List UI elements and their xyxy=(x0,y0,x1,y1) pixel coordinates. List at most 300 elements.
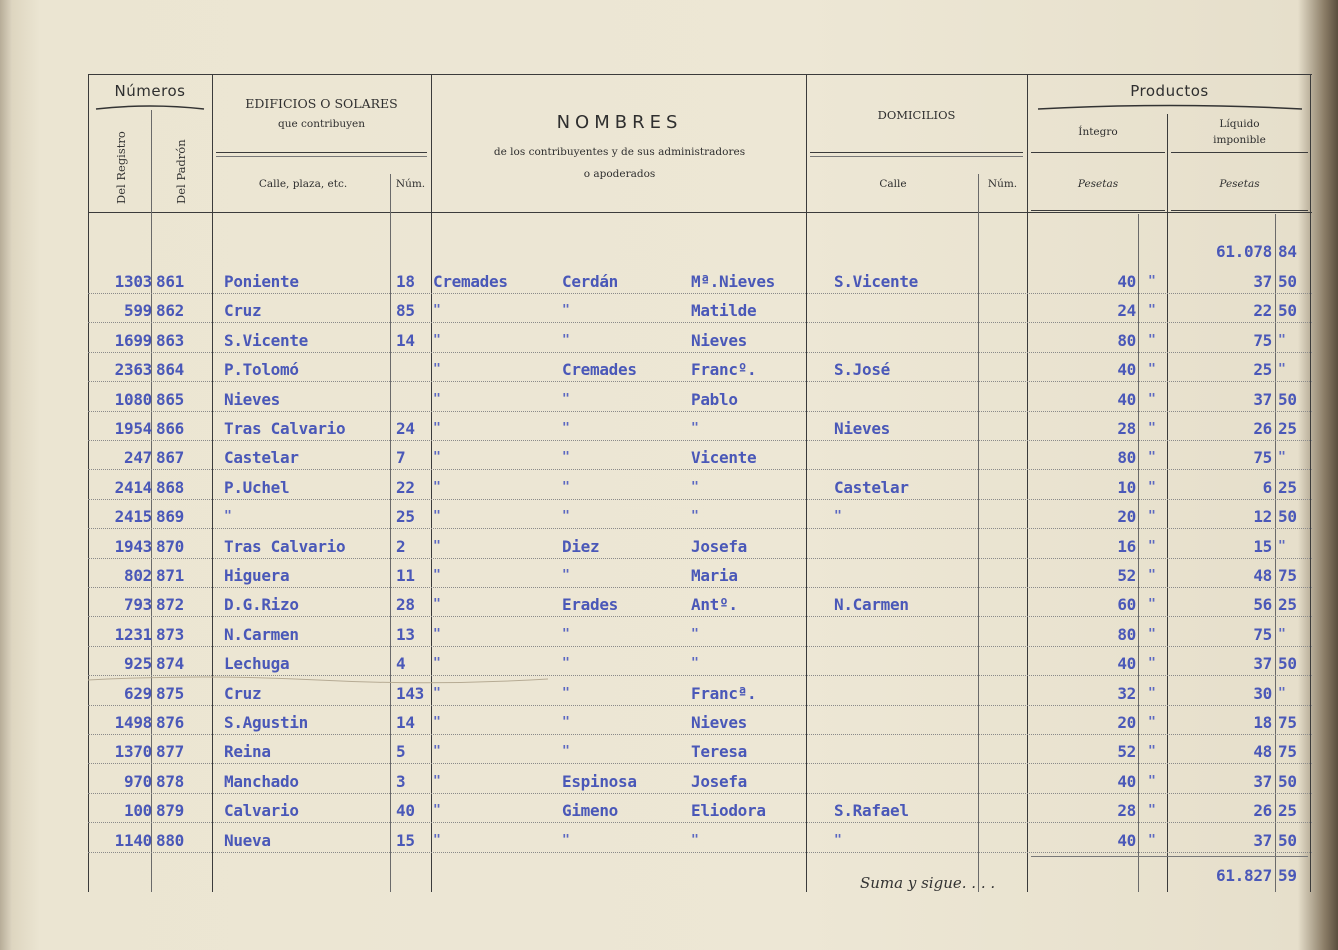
liquido-cents-cell: " xyxy=(1278,362,1286,377)
apellido1-cell: " xyxy=(433,656,441,671)
num-cell: 24 xyxy=(396,419,415,438)
table-row xyxy=(88,738,1312,767)
liquido-bottom-rule xyxy=(1171,210,1308,211)
row-dotted-rule xyxy=(88,440,1312,441)
registro-cell: 1303 xyxy=(114,272,152,291)
row-dotted-rule xyxy=(88,705,1312,706)
nombre-cell: Maria xyxy=(691,566,738,585)
integro-bottom-rule xyxy=(1031,210,1165,211)
nombre-cell: " xyxy=(691,833,699,848)
row-dotted-rule xyxy=(88,558,1312,559)
integro-cell: 28 xyxy=(1117,801,1136,820)
num-cell: 2 xyxy=(396,537,406,556)
integro-cell: 60 xyxy=(1117,595,1136,614)
liquido-cents-cell: 50 xyxy=(1278,272,1297,291)
liquido-cents-cell: 50 xyxy=(1278,507,1297,526)
padron-cell: 870 xyxy=(156,537,184,556)
nombre-cell: " xyxy=(691,627,699,642)
registro-cell: 100 xyxy=(124,801,152,820)
padron-cell: 872 xyxy=(156,595,184,614)
apellido1-cell: " xyxy=(433,450,441,465)
apellido1-cell: " xyxy=(433,303,441,318)
integro-cents-cell: " xyxy=(1148,627,1156,642)
apellido1-cell: " xyxy=(433,392,441,407)
liquido-cents-cell: " xyxy=(1278,450,1286,465)
nombre-cell: " xyxy=(691,480,699,495)
apellido2-cell: " xyxy=(562,833,570,848)
registro-cell: 1954 xyxy=(114,419,152,438)
nombre-cell: Francª. xyxy=(691,684,757,703)
integro-cents-cell: " xyxy=(1148,539,1156,554)
table-row xyxy=(88,386,1312,415)
integro-cell: 40 xyxy=(1117,654,1136,673)
nombre-cell: " xyxy=(691,656,699,671)
table-row xyxy=(88,268,1312,297)
liquido-cents-cell: 50 xyxy=(1278,301,1297,320)
apellido2-cell: " xyxy=(562,392,570,407)
edificios-header: EDIFICIOS O SOLARES xyxy=(245,96,398,111)
padron-cell: 878 xyxy=(156,772,184,791)
header-bottom-border xyxy=(88,212,1312,213)
calle-cell: S.Vicente xyxy=(224,331,308,350)
liquido-cell: 15 xyxy=(1253,537,1272,556)
total-cents: 59 xyxy=(1278,866,1297,885)
integro-cents-cell: " xyxy=(1148,774,1156,789)
calle-cell: Calvario xyxy=(224,801,299,820)
liquido-cell: 22 xyxy=(1253,301,1272,320)
liquido-cell: 75 xyxy=(1253,625,1272,644)
apellido1-cell: " xyxy=(433,539,441,554)
liquido-cents-cell: 50 xyxy=(1278,654,1297,673)
liquido-cell: 18 xyxy=(1253,713,1272,732)
que-contribuyen-header: que contribuyen xyxy=(278,118,365,130)
nombre-cell: Josefa xyxy=(691,537,747,556)
book-binding xyxy=(0,0,12,950)
productos-header: Productos xyxy=(1130,82,1209,100)
liquido-cell: 26 xyxy=(1253,419,1272,438)
carry-forward-pesetas: 61.078 xyxy=(1216,242,1272,261)
table-row xyxy=(88,474,1312,503)
liquido-cell: 37 xyxy=(1253,654,1272,673)
liquido-cell: 75 xyxy=(1253,331,1272,350)
registro-cell: 1498 xyxy=(114,713,152,732)
del-registro-header: Del Registro xyxy=(114,131,128,204)
nombres-subheader-1: de los contribuyentes y de sus administradores xyxy=(493,146,746,158)
calle-cell: Higuera xyxy=(224,566,290,585)
numeros-flourish xyxy=(94,102,206,112)
integro-cell: 16 xyxy=(1117,537,1136,556)
registro-cell: 1080 xyxy=(114,390,152,409)
padron-cell: 875 xyxy=(156,684,184,703)
padron-cell: 865 xyxy=(156,390,184,409)
liquido-cell: 37 xyxy=(1253,831,1272,850)
apellido1-cell: " xyxy=(433,509,441,524)
integro-cell: 52 xyxy=(1117,742,1136,761)
liquido-cell: 25 xyxy=(1253,360,1272,379)
liquido-cell: 75 xyxy=(1253,448,1272,467)
apellido2-cell: " xyxy=(562,450,570,465)
nombres-subheader-2: o apoderados xyxy=(583,168,656,180)
registro-cell: 2414 xyxy=(114,478,152,497)
apellido2-cell: " xyxy=(562,480,570,495)
apellido2-cell: " xyxy=(562,715,570,730)
productos-flourish xyxy=(1036,102,1304,112)
integro-cell: 24 xyxy=(1117,301,1136,320)
integro-cents-cell: " xyxy=(1148,421,1156,436)
apellido2-cell: " xyxy=(562,421,570,436)
liquido-cents-cell: 75 xyxy=(1278,742,1297,761)
apellido2-cell: Erades xyxy=(562,595,618,614)
table-row xyxy=(88,562,1312,591)
table-row xyxy=(88,327,1312,356)
liquido-cents-cell: 75 xyxy=(1278,566,1297,585)
calle-cell: Nieves xyxy=(224,390,280,409)
calle-cell: Tras Calvario xyxy=(224,537,346,556)
liquido-cell: 48 xyxy=(1253,742,1272,761)
liquido-cell: 56 xyxy=(1253,595,1272,614)
apellido1-cell: " xyxy=(433,333,441,348)
table-row xyxy=(88,709,1312,738)
table-row xyxy=(88,356,1312,385)
numeros-header: Números xyxy=(114,82,186,100)
padron-cell: 873 xyxy=(156,625,184,644)
padron-cell: 861 xyxy=(156,272,184,291)
total-rule xyxy=(1031,856,1308,857)
padron-cell: 868 xyxy=(156,478,184,497)
apellido1-cell: " xyxy=(433,480,441,495)
calle-cell: S.Agustin xyxy=(224,713,308,732)
nombre-cell: Antº. xyxy=(691,595,738,614)
integro-cell: 80 xyxy=(1117,331,1136,350)
padron-cell: 863 xyxy=(156,331,184,350)
liquido-cell: 48 xyxy=(1253,566,1272,585)
liquido-cents-cell: " xyxy=(1278,539,1286,554)
liquido-cents-cell: 25 xyxy=(1278,419,1297,438)
registro-cell: 599 xyxy=(124,301,152,320)
integro-cents-cell: " xyxy=(1148,803,1156,818)
registro-cell: 2363 xyxy=(114,360,152,379)
suma-y-sigue: Suma y sigue. . . . xyxy=(860,874,996,892)
integro-cents-cell: " xyxy=(1148,509,1156,524)
apellido1-cell: " xyxy=(433,362,441,377)
integro-cents-cell: " xyxy=(1148,274,1156,289)
row-dotted-rule xyxy=(88,763,1312,764)
registro-cell: 925 xyxy=(124,654,152,673)
calle-cell: D.G.Rizo xyxy=(224,595,299,614)
calle-cell: Cruz xyxy=(224,684,262,703)
table-row xyxy=(88,797,1312,826)
dom-calle-cell: S.Rafael xyxy=(834,801,909,820)
calle-cell: P.Tolomó xyxy=(224,360,299,379)
num-cell: 22 xyxy=(396,478,415,497)
integro-cell: 40 xyxy=(1117,831,1136,850)
integro-cents-cell: " xyxy=(1148,833,1156,848)
calle-cell: Manchado xyxy=(224,772,299,791)
apellido1-cell: " xyxy=(433,744,441,759)
padron-cell: 869 xyxy=(156,507,184,526)
row-dotted-rule xyxy=(88,793,1312,794)
apellido2-cell: " xyxy=(562,509,570,524)
dom-calle-cell: Castelar xyxy=(834,478,909,497)
integro-cell: 40 xyxy=(1117,390,1136,409)
integro-cell: 40 xyxy=(1117,272,1136,291)
row-dotted-rule xyxy=(88,469,1312,470)
calle-cell: Nueva xyxy=(224,831,271,850)
table-row xyxy=(88,415,1312,444)
padron-cell: 864 xyxy=(156,360,184,379)
nombre-cell: Nieves xyxy=(691,713,747,732)
liquido-divider xyxy=(1171,152,1308,153)
table-row xyxy=(88,768,1312,797)
integro-cents-cell: " xyxy=(1148,568,1156,583)
liquido-cents-cell: 50 xyxy=(1278,772,1297,791)
registro-cell: 629 xyxy=(124,684,152,703)
apellido2-cell: Cremades xyxy=(562,360,637,379)
registro-cell: 1140 xyxy=(114,831,152,850)
integro-cents-cell: " xyxy=(1148,656,1156,671)
table-row xyxy=(88,297,1312,326)
calle-cell: Tras Calvario xyxy=(224,419,346,438)
pesetas-integro-header: Pesetas xyxy=(1077,178,1119,190)
nombres-header: NOMBRES xyxy=(556,112,683,133)
num-cell: 7 xyxy=(396,448,406,467)
edificios-divider xyxy=(216,152,427,153)
apellido2-cell: Espinosa xyxy=(562,772,637,791)
registro-cell: 970 xyxy=(124,772,152,791)
imponible-header: imponible xyxy=(1213,134,1266,146)
liquido-cell: 37 xyxy=(1253,390,1272,409)
registro-cell: 1943 xyxy=(114,537,152,556)
ledger-table xyxy=(88,74,1312,892)
padron-cell: 879 xyxy=(156,801,184,820)
liquido-cents-cell: " xyxy=(1278,686,1286,701)
calle-plaza-header: Calle, plaza, etc. xyxy=(258,178,348,190)
num-cell: 4 xyxy=(396,654,406,673)
integro-cents-cell: " xyxy=(1148,362,1156,377)
padron-cell: 877 xyxy=(156,742,184,761)
num-cell: 14 xyxy=(396,713,415,732)
apellido1-cell: " xyxy=(433,803,441,818)
liquido-cell: 37 xyxy=(1253,272,1272,291)
nombre-cell: Matilde xyxy=(691,301,757,320)
liquido-cents-cell: 25 xyxy=(1278,595,1297,614)
del-padron-header: Del Padrón xyxy=(174,139,188,204)
padron-cell: 862 xyxy=(156,301,184,320)
calle-cell: Cruz xyxy=(224,301,262,320)
dom-num-header: Núm. xyxy=(987,178,1018,190)
integro-cents-cell: " xyxy=(1148,715,1156,730)
apellido2-cell: " xyxy=(562,333,570,348)
integro-cell: 32 xyxy=(1117,684,1136,703)
row-dotted-rule xyxy=(88,616,1312,617)
nombre-cell: " xyxy=(691,421,699,436)
paper-crease xyxy=(88,674,548,684)
padron-cell: 880 xyxy=(156,831,184,850)
calle-cell: Castelar xyxy=(224,448,299,467)
dom-calle-cell: N.Carmen xyxy=(834,595,909,614)
table-row xyxy=(88,621,1312,650)
table-row xyxy=(88,680,1312,709)
integro-cents-cell: " xyxy=(1148,744,1156,759)
num-header: Núm. xyxy=(395,178,426,190)
integro-cents-cell: " xyxy=(1148,333,1156,348)
nombre-cell: Teresa xyxy=(691,742,747,761)
registro-cell: 802 xyxy=(124,566,152,585)
num-cell: 143 xyxy=(396,684,424,703)
nombre-cell: Josefa xyxy=(691,772,747,791)
domicilios-divider-2 xyxy=(810,156,1023,157)
liquido-cell: 26 xyxy=(1253,801,1272,820)
nombre-cell: Vicente xyxy=(691,448,757,467)
row-dotted-rule xyxy=(88,822,1312,823)
domicilios-header: DOMICILIOS xyxy=(877,108,956,122)
integro-cents-cell: " xyxy=(1148,303,1156,318)
dom-calle-cell: " xyxy=(834,509,842,524)
nombre-cell: Eliodora xyxy=(691,801,766,820)
edificios-divider-2 xyxy=(216,156,427,157)
nombre-cell: Pablo xyxy=(691,390,738,409)
calle-cell: N.Carmen xyxy=(224,625,299,644)
num-cell: 85 xyxy=(396,301,415,320)
padron-cell: 871 xyxy=(156,566,184,585)
liquido-cents-cell: " xyxy=(1278,627,1286,642)
dom-calle-cell: " xyxy=(834,833,842,848)
integro-cell: 40 xyxy=(1117,772,1136,791)
row-dotted-rule xyxy=(88,381,1312,382)
row-dotted-rule xyxy=(88,646,1312,647)
table-top-border xyxy=(88,74,1312,75)
num-cell: 5 xyxy=(396,742,406,761)
integro-cell: 80 xyxy=(1117,448,1136,467)
row-dotted-rule xyxy=(88,852,1312,853)
apellido2-cell: " xyxy=(562,568,570,583)
apellido1-cell: " xyxy=(433,597,441,612)
apellido2-cell: Gimeno xyxy=(562,801,618,820)
integro-cell: 10 xyxy=(1117,478,1136,497)
liquido-cents-cell: 75 xyxy=(1278,713,1297,732)
apellido2-cell: " xyxy=(562,303,570,318)
calle-cell: " xyxy=(224,509,232,524)
num-cell: 3 xyxy=(396,772,406,791)
calle-cell: P.Uchel xyxy=(224,478,290,497)
padron-cell: 866 xyxy=(156,419,184,438)
row-dotted-rule xyxy=(88,734,1312,735)
dom-calle-cell: S.José xyxy=(834,360,890,379)
padron-cell: 867 xyxy=(156,448,184,467)
padron-cell: 874 xyxy=(156,654,184,673)
num-cell: 25 xyxy=(396,507,415,526)
registro-cell: 1370 xyxy=(114,742,152,761)
row-dotted-rule xyxy=(88,587,1312,588)
num-cell: 15 xyxy=(396,831,415,850)
integro-cell: 20 xyxy=(1117,713,1136,732)
calle-cell: Poniente xyxy=(224,272,299,291)
registro-cell: 1699 xyxy=(114,331,152,350)
apellido2-cell: " xyxy=(562,627,570,642)
row-dotted-rule xyxy=(88,293,1312,294)
integro-divider xyxy=(1031,152,1165,153)
integro-cell: 52 xyxy=(1117,566,1136,585)
integro-cents-cell: " xyxy=(1148,480,1156,495)
apellido2-cell: " xyxy=(562,656,570,671)
liquido-cents-cell: 25 xyxy=(1278,478,1297,497)
registro-cell: 247 xyxy=(124,448,152,467)
table-row xyxy=(88,533,1312,562)
integro-cents-cell: " xyxy=(1148,597,1156,612)
liquido-cell: 12 xyxy=(1253,507,1272,526)
registro-cell: 1231 xyxy=(114,625,152,644)
calle-cell: Lechuga xyxy=(224,654,290,673)
apellido1-cell: " xyxy=(433,715,441,730)
num-cell: 14 xyxy=(396,331,415,350)
domicilios-divider xyxy=(810,152,1023,153)
dom-calle-cell: S.Vicente xyxy=(834,272,918,291)
num-cell: 40 xyxy=(396,801,415,820)
table-row xyxy=(88,503,1312,532)
liquido-cents-cell: " xyxy=(1278,333,1286,348)
num-cell: 13 xyxy=(396,625,415,644)
row-dotted-rule xyxy=(88,411,1312,412)
apellido1-cell: Cremades xyxy=(433,272,508,291)
nombre-cell: " xyxy=(691,509,699,524)
row-dotted-rule xyxy=(88,322,1312,323)
integro-cents-cell: " xyxy=(1148,686,1156,701)
liquido-cents-cell: 50 xyxy=(1278,831,1297,850)
nombre-cell: Francº. xyxy=(691,360,757,379)
registro-cell: 2415 xyxy=(114,507,152,526)
table-row xyxy=(88,444,1312,473)
dom-calle-cell: Nieves xyxy=(834,419,890,438)
num-cell: 18 xyxy=(396,272,415,291)
registro-cell: 793 xyxy=(124,595,152,614)
liquido-header: Líquido xyxy=(1219,118,1260,130)
liquido-cell: 30 xyxy=(1253,684,1272,703)
apellido2-cell: Diez xyxy=(562,537,600,556)
liquido-cents-cell: 25 xyxy=(1278,801,1297,820)
carry-forward-cents: 84 xyxy=(1278,242,1297,261)
dom-calle-header: Calle xyxy=(879,178,907,190)
nombre-cell: Mª.Nieves xyxy=(691,272,775,291)
calle-cell: Reina xyxy=(224,742,271,761)
row-dotted-rule xyxy=(88,528,1312,529)
apellido1-cell: " xyxy=(433,421,441,436)
apellido2-cell: Cerdán xyxy=(562,272,618,291)
table-row xyxy=(88,591,1312,620)
padron-cell: 876 xyxy=(156,713,184,732)
integro-header: Íntegro xyxy=(1078,126,1118,138)
apellido2-cell: " xyxy=(562,686,570,701)
apellido2-cell: " xyxy=(562,744,570,759)
liquido-cell: 37 xyxy=(1253,772,1272,791)
integro-cents-cell: " xyxy=(1148,392,1156,407)
apellido1-cell: " xyxy=(433,686,441,701)
row-dotted-rule xyxy=(88,352,1312,353)
pesetas-liquido-header: Pesetas xyxy=(1219,178,1260,190)
integro-cents-cell: " xyxy=(1148,450,1156,465)
liquido-cell: 6 xyxy=(1262,478,1272,497)
apellido1-cell: " xyxy=(433,774,441,789)
integro-cell: 20 xyxy=(1117,507,1136,526)
apellido1-cell: " xyxy=(433,568,441,583)
total-pesetas: 61.827 xyxy=(1216,866,1272,885)
nombre-cell: Nieves xyxy=(691,331,747,350)
table-row xyxy=(88,827,1312,856)
apellido1-cell: " xyxy=(433,833,441,848)
row-dotted-rule xyxy=(88,499,1312,500)
integro-cell: 40 xyxy=(1117,360,1136,379)
num-cell: 28 xyxy=(396,595,415,614)
integro-cell: 28 xyxy=(1117,419,1136,438)
